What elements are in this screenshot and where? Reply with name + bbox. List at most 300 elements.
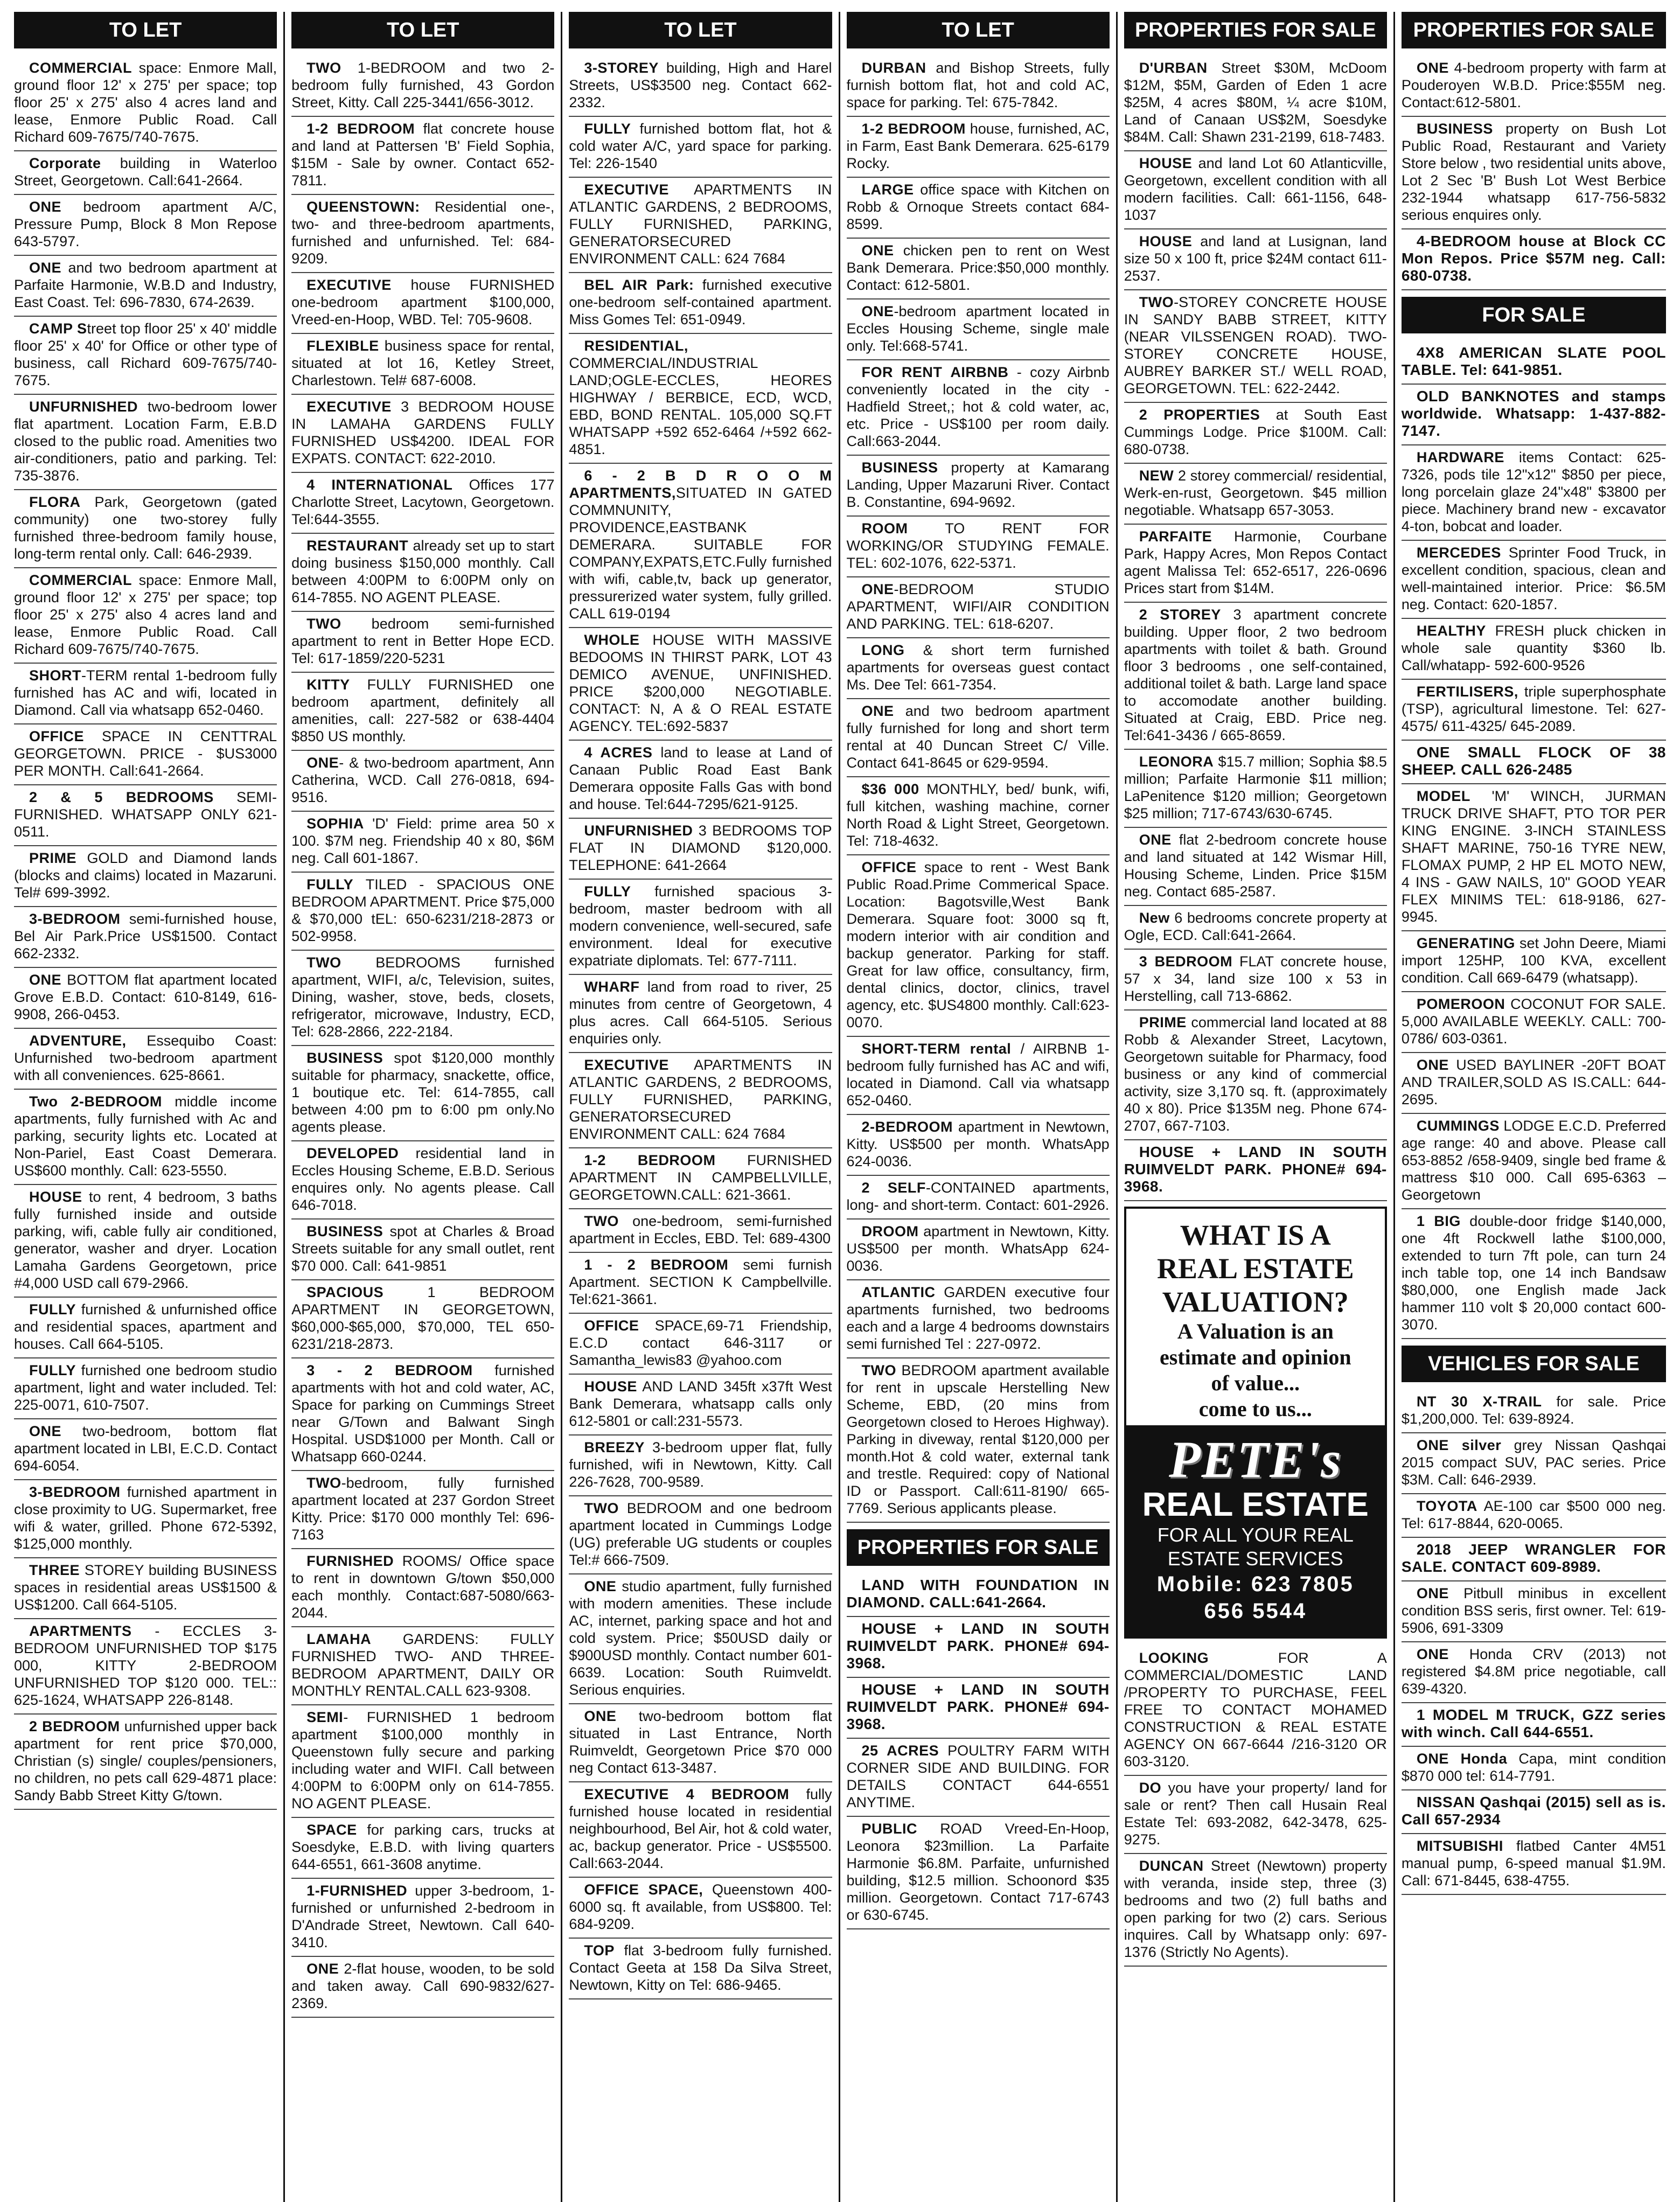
ad-lead: $36 000 xyxy=(861,781,919,797)
ad-lead: ONE xyxy=(861,581,894,597)
classified-ad xyxy=(569,1375,832,1436)
classified-ad xyxy=(291,873,554,951)
ad-lead: PRIME xyxy=(29,850,77,866)
ad-text: Queenstown 400-6000 sq. ft available, from US$800. Tel: 684-9209. xyxy=(569,1882,832,1932)
ad-lead: WHARF xyxy=(584,979,640,995)
ad-lead: UNFURNISHED xyxy=(29,399,138,415)
classified-ad xyxy=(1402,1538,1666,1581)
classified-ad xyxy=(569,1782,832,1878)
advert-phone: 656 5544 xyxy=(1204,1599,1307,1623)
classified-ad xyxy=(1402,1703,1666,1747)
ad-text: POULTRY FARM WITH CORNER SIDE AND BUILDING. FOR DETAILS CONTACT 644-6551 ANYTIME. xyxy=(846,1743,1110,1810)
classified-ad xyxy=(14,724,277,785)
classified-ad xyxy=(291,1705,554,1818)
ad-lead: 1-2 BEDROOM xyxy=(306,121,415,137)
ad-lead: BUSINESS xyxy=(861,459,938,476)
advert-headline xyxy=(1126,1209,1385,1425)
advert-subline: come to us... xyxy=(1198,1397,1312,1421)
ad-lead: ONE xyxy=(29,972,62,988)
ad-lead: LOOKING xyxy=(1139,1650,1209,1666)
ad-lead: Two 2-BEDROOM xyxy=(29,1093,162,1110)
classified-ad xyxy=(1402,1390,1666,1433)
classified-ad xyxy=(847,239,1110,299)
ad-text: FLAT concrete house, 57 x 34, land size 100 x 53 in Herstelling, call 713-6862. xyxy=(1124,953,1387,1004)
ad-lead: ONE xyxy=(584,1578,617,1594)
ad-text: flat concrete house and land at Pattersen 'B' Field Sophia, $15M - Sale by owner. Contact 652-7811. xyxy=(291,121,555,189)
classified-ad xyxy=(291,1220,554,1280)
ad-lead: 3 - 2 BEDROOM xyxy=(306,1362,473,1378)
ad-lead: 2-BEDROOM xyxy=(861,1119,953,1135)
ad-text: semi-furnished house, Bel Air Park.Price US$1500. Contact 662-2332. xyxy=(14,911,277,961)
classified-ad xyxy=(14,195,277,256)
classified-ad xyxy=(14,846,277,907)
classified-ad xyxy=(14,785,277,846)
ad-lead: EXECUTIVE xyxy=(584,1057,669,1073)
column xyxy=(1118,12,1395,2202)
ad-text: treet top floor 25' x 40' middle floor 25' x 40' for Office or other type of business, call Richard 609-7675/740-7675. xyxy=(14,320,277,388)
ad-lead: ROOM xyxy=(861,520,908,536)
ad-text: 1-BEDROOM and two 2-bedroom fully furnished, 43 Gordon Street, Kitty. Call 225-3441/656-3012. xyxy=(291,60,555,110)
column xyxy=(1395,12,1672,2202)
ad-text: at South East Cummings Lodge. Price $100M. Call: 680-0738. xyxy=(1124,407,1387,457)
ad-lead: NEW xyxy=(1139,468,1174,484)
ad-lead: FULLY xyxy=(584,883,631,900)
classified-ad xyxy=(291,1358,554,1471)
ad-text: 2-flat house, wooden, to be sold and taken away. Call 690-9832/627-2369. xyxy=(291,1961,555,2011)
classified-ad xyxy=(291,534,554,612)
classified-ad xyxy=(14,968,277,1029)
classified-ad xyxy=(1402,385,1666,445)
classified-ad xyxy=(14,1298,277,1358)
ad-text: LODGE E.C.D. Preferred age range: 40 and above. Please call 653-8852 /658-9409, single bed frame & mattress $10 000. Call 695-6363 – Georgetown xyxy=(1401,1118,1666,1203)
classified-ad xyxy=(1402,931,1666,992)
classified-ad xyxy=(1402,1114,1666,1209)
advert-subline: A Valuation is an xyxy=(1177,1319,1334,1343)
ad-lead: SPACE xyxy=(306,1822,357,1838)
ad-lead: BUSINESS xyxy=(306,1050,384,1066)
ad-lead: HOUSE + LAND IN SOUTH RUIMVELDT PARK. PHONE# 694-3968. xyxy=(1124,1144,1387,1195)
section-header: VEHICLES FOR SALE xyxy=(1402,1346,1666,1382)
classified-ad xyxy=(291,334,554,395)
ad-lead: 1-2 BEDROOM xyxy=(861,121,966,137)
ad-text: flat 2-bedroom concrete house and land situated at 142 Wismar Hill, Housing Scheme, Linden. Price $15M neg. Contact 685-2587. xyxy=(1124,832,1387,900)
classified-ad xyxy=(847,1220,1110,1280)
ad-lead: ADVENTURE, xyxy=(29,1033,127,1049)
classified-ad xyxy=(847,1678,1110,1739)
ad-text: MONTHLY, bed/ bunk, wifi, full kitchen, washing machine, corner North Road & Light Street, Georgetown. Tel: 718-4632. xyxy=(846,781,1110,849)
ad-text: for parking cars, trucks at Soesdyke, E.B.D. with living quarters 644-6551, 661-3608 anytime. xyxy=(291,1822,555,1872)
ad-lead: ATLANTIC xyxy=(861,1284,936,1300)
ad-lead: 25 ACRES xyxy=(861,1743,939,1759)
ad-text: USED BAYLINER -20FT BOAT AND TRAILER,SOLD AS IS.CALL: 644-2695. xyxy=(1401,1057,1666,1107)
ad-lead: 4 ACRES xyxy=(584,744,653,761)
ad-lead: TWO xyxy=(1139,294,1174,310)
ad-text: BEDROOM and one bedroom apartment located in Cummings Lodge (UG) preferable UG students or couples Tel:# 666-7509. xyxy=(569,1500,832,1568)
ad-lead: DROOM xyxy=(861,1223,919,1239)
ad-text: 3 apartment concrete building. Upper floor, 2 two bedroom apartments with toilet & bath. Ground floor 3 bedrooms , one self-contained, additional toilet & bath. Large land space to accomodate another building. Situated at Craig, EBD. Price neg. Tel:641-3436 / 665-8659. xyxy=(1124,607,1387,743)
ad-lead: SHORT xyxy=(29,667,81,684)
classified-ad xyxy=(1124,151,1387,229)
classified-ad xyxy=(569,117,832,178)
ad-text: -bedroom apartment located in Eccles Housing Scheme, single male only. Tel:668-5741. xyxy=(846,303,1110,354)
ad-text: and land Lot 60 Atlanticville, Georgetown, excellent condition with all modern facilities. Call: 661-1156, 648-1037 xyxy=(1124,155,1387,223)
classified-ad xyxy=(1124,1140,1387,1201)
ad-lead: 2 SELF xyxy=(861,1180,926,1196)
classified-ad xyxy=(569,178,832,273)
ad-text: / AIRBNB 1-bedroom fully furnished has AC and wifi, located in Diamond. Call via whatsapp 652-0460. xyxy=(846,1041,1110,1109)
classified-ad xyxy=(1124,290,1387,403)
ad-text: double-door fridge $140,000, one 4ft Rockwell lathe $100,000, extended to turn 7ft pole, can turn 24 inch table top, one 14 inch Bandsaw $80,000, one English made Jack hammer 110 volt $ 20,000 contact 600-3070. xyxy=(1401,1213,1666,1333)
classified-ad xyxy=(847,855,1110,1037)
classified-ad xyxy=(569,880,832,975)
ad-lead: TWO xyxy=(584,1213,619,1229)
classified-ad xyxy=(847,1617,1110,1678)
classified-ad xyxy=(1124,1854,1387,1967)
ad-text: triple superphosphate (TSP), agricultural limestone. Tel: 627-4575/ 611-4325/ 645-2089. xyxy=(1401,684,1666,734)
ad-text: space: Enmore Mall, ground floor 12' x 275' per space; top floor 25' x 275' also 4 acres land and lease, Enmore Public Road. Call Richard 609-7675/740-7675. xyxy=(14,60,277,145)
ad-text: GOLD and Diamond lands (blocks and claims) located in Mazaruni. Tel# 699-3992. xyxy=(14,850,277,901)
ad-lead: ONE xyxy=(306,755,339,771)
ad-text: to rent, 4 bedroom, 3 baths fully furnished inside and outside parking, wifi, cable fully air conditioned, generator, washer and dryer. Location Lamaha Gardens Georgetown, price #4,000 USD call 679-2966. xyxy=(14,1189,277,1291)
ad-lead: HOUSE xyxy=(1139,155,1193,171)
ad-lead: ONE Honda xyxy=(1416,1751,1508,1767)
ad-text: bedroom apartment A/C, Pressure Pump, Block 8 Mon Repose 643-5797. xyxy=(14,199,277,249)
ad-text: -CONTAINED apartments, long- and short-term. Contact: 601-2926. xyxy=(846,1180,1110,1213)
ad-text: Offices 177 Charlotte Street, Lacytown, Georgetown. Tel:644-3555. xyxy=(291,477,555,527)
ad-text: Pitbull minibus in excellent condition BSS seris, first owner. Tel: 619-5906, 691-3309 xyxy=(1401,1585,1666,1636)
ad-lead: BUSINESS xyxy=(1416,121,1493,137)
classified-ad xyxy=(847,1817,1110,1929)
classified-ad xyxy=(291,673,554,751)
ad-lead: 2 & 5 BEDROOMS xyxy=(29,789,214,805)
classified-ad xyxy=(291,56,554,117)
ad-text: TO RENT FOR WORKING/OR STUDYING FEMALE. TEL: 602-1076, 622-5371. xyxy=(846,520,1110,571)
ad-text: apartment in Newtown, Kitty. US$500 per month. WhatsApp 624-0036. xyxy=(846,1223,1110,1274)
ad-lead: TWO xyxy=(584,1500,619,1516)
classified-ad xyxy=(291,273,554,334)
ad-lead: DEVELOPED xyxy=(306,1145,399,1161)
ad-text: Harmonie, Courbane Park, Happy Acres, Mon Repos Contact agent Malissa Tel: 652-6517, 226-0696 Prices start from $14M. xyxy=(1124,528,1387,596)
ad-text: 4-bedroom property with farm at Pouderoyen W.B.D. Price:$55M neg. Contact:612-5801. xyxy=(1401,60,1666,110)
ad-lead: EXECUTIVE xyxy=(306,399,392,415)
ad-lead: PARFAITE xyxy=(1139,528,1212,545)
advert-headline-line: REAL ESTATE xyxy=(1156,1252,1354,1285)
classified-ad xyxy=(569,1314,832,1375)
classified-ad xyxy=(1402,56,1666,117)
classified-ad xyxy=(14,490,277,568)
classified-ad xyxy=(14,1358,277,1419)
ad-lead: HOUSE + LAND IN SOUTH RUIMVELDT PARK. PHONE# 694-3968. xyxy=(846,1620,1110,1671)
ad-text: COMMERCIAL/INDUSTRIAL LAND;OGLE-ECCLES, HEORES HIGHWAY / BERBICE, ECD, WCD, EBD, BOND RENTAL. 105,000 SQ.FT WHATSAPP +592 652-6464 /+592 662-4851. xyxy=(569,355,832,457)
ad-lead: ONE xyxy=(306,1961,339,1977)
classified-ad xyxy=(569,273,832,334)
classified-ad xyxy=(14,664,277,724)
ad-lead: FLORA xyxy=(29,494,81,510)
classified-ad xyxy=(569,464,832,628)
ad-text: $15.7 million; Sophia $8.5 million; Parfaite Harmonie $11 million; LaPenitence $120 million; Georgetown $25 million; 717-6743/630-6745. xyxy=(1124,754,1387,821)
classified-ad xyxy=(14,1419,277,1480)
classified-ad xyxy=(14,1090,277,1185)
ad-text: flat 3-bedroom fully furnished. Contact Geeta at 158 Da Silva Street, Newtown, Kitty on Tel: 686-9465. xyxy=(569,1942,832,1993)
ad-text: GARDENS: FULLY FURNISHED TWO- AND THREE-BEDROOM APARTMENT, DAILY OR MONTHLY RENTAL.CALL 623-9308. xyxy=(291,1631,555,1699)
ad-lead: 2 PROPERTIES xyxy=(1139,407,1260,423)
classified-ad xyxy=(1124,229,1387,290)
ad-lead: ONE xyxy=(861,242,894,259)
classified-ad xyxy=(14,1480,277,1558)
section-header: TO LET xyxy=(291,12,554,48)
classified-ad xyxy=(14,568,277,664)
ad-text: land from road to river, 25 minutes from centre of Georgetown, 4 plus acres. Call 664-5105. Serious enquiries only. xyxy=(569,979,832,1047)
ad-lead: ONE xyxy=(1416,1585,1449,1601)
classified-ad xyxy=(1402,229,1666,290)
classified-ad xyxy=(14,1185,277,1298)
ad-lead: EXECUTIVE xyxy=(584,182,669,198)
ad-text: - ECCLES 3-BEDROOM UNFURNISHED TOP $175 000, KITTY 2-BEDROOM UNFURNISHED TOP $120 000. TEL:: 625-1624, WHATSAPP 226-8148. xyxy=(14,1623,277,1708)
ad-lead: LAMAHA xyxy=(306,1631,372,1647)
ad-lead: SPACIOUS xyxy=(306,1284,384,1300)
classified-ad xyxy=(569,1209,832,1253)
ad-lead: ONE xyxy=(1416,1057,1449,1073)
classified-ad xyxy=(14,395,277,490)
classified-ad xyxy=(1124,950,1387,1011)
classified-ad xyxy=(1124,1776,1387,1854)
ad-lead: TOYOTA xyxy=(1416,1498,1477,1514)
ad-text: FOR A COMMERCIAL/DOMESTIC LAND /PROPERTY TO PURCHASE, FEEL FREE TO CONTACT MOHAMED CONSTRUCTION & REAL ESTATE AGENCY ON 667-6644 /216-3120 OR 603-3120. xyxy=(1124,1650,1387,1769)
classified-ad xyxy=(569,975,832,1053)
section-header: PROPERTIES FOR SALE xyxy=(1402,12,1666,48)
classified-ad xyxy=(291,951,554,1046)
ad-lead: EXECUTIVE 4 BEDROOM xyxy=(584,1786,790,1802)
classified-ad xyxy=(1124,603,1387,750)
advert-phone: Mobile: 623 7805 xyxy=(1156,1572,1354,1596)
classified-ad xyxy=(569,1939,832,1999)
section-header: PROPERTIES FOR SALE xyxy=(847,1529,1110,1566)
ad-lead: ONE xyxy=(861,703,894,719)
classified-ad xyxy=(14,317,277,395)
section-header: PROPERTIES FOR SALE xyxy=(1124,12,1387,48)
ad-lead: THREE xyxy=(29,1562,80,1578)
ad-lead: RESTAURANT xyxy=(306,538,409,554)
ad-text: Capa, mint condition $870 000 tel: 614-7791. xyxy=(1401,1751,1666,1784)
classified-ad xyxy=(847,56,1110,117)
ad-text: fully furnished house located in residential neighbourhood, Bel Air, hot & cold water, ac, backup generator. Price - US$5500. Call:663-2044. xyxy=(569,1786,832,1871)
classified-ad xyxy=(847,1573,1110,1617)
classified-ad xyxy=(291,751,554,812)
ad-text: grey Nissan Qashqai 2015 compact SUV, PAC series. Price $3M. Call: 646-2939. xyxy=(1401,1437,1666,1488)
classified-ad xyxy=(569,1878,832,1939)
ad-lead: LONG xyxy=(861,642,905,658)
ad-text: SPACE,69-71 Friendship, E.C.D contact 646-3117 or Samantha_lewis83 @yahoo.com xyxy=(569,1318,832,1368)
ad-lead: BUSINESS xyxy=(306,1223,384,1239)
classified-ad xyxy=(291,1818,554,1879)
classified-ad xyxy=(291,1280,554,1358)
ad-text: flatbed Canter 4M51 manual pump, 6-speed manual $1.9M. Call: 671-8445, 638-4755. xyxy=(1401,1838,1666,1889)
ad-lead: ONE xyxy=(1416,60,1449,76)
section-header: TO LET xyxy=(847,12,1110,48)
ad-text: BEDROOMS furnished apartment, WIFI, a/c, Television, suites, Dining, washer, stove, beds, closets, refrigerator, microwave, Industry, ECD, Tel: 628-2866, 222-2184. xyxy=(291,954,555,1040)
ad-text: spot $120,000 monthly suitable for pharmacy, snackette, office, 1 boutique etc. Tel: 614-7855, call between 4:00 pm to 6:00 pm only.No agents please. xyxy=(291,1050,555,1135)
ad-text: and Bishop Streets, fully furnish bottom flat, hot and cold AC, space for parking. Tel: 675-7842. xyxy=(846,60,1110,110)
classified-ad xyxy=(291,1141,554,1220)
ad-lead: 3-BEDROOM xyxy=(29,911,121,927)
ad-text: Street $30M, McDoom $12M, $5M, Garden of Eden 1 acre $25M, 4 acres $80M, ¼ acre $10M, Land of Canaan US$2M, Soesdyke $84M. Call: Shawn 231-2199, 618-7483. xyxy=(1124,60,1387,145)
classified-ad xyxy=(14,1619,277,1715)
ad-text: space: Enmore Mall, ground floor 12' x 275' per space; top floor 25' x 275' also 4 acres land and lease, Enmore Public Road. Call Richard 609-7675/740-7675. xyxy=(14,572,277,657)
classified-ad xyxy=(1402,445,1666,541)
ad-text: SPACE IN CENTTRAL GEORGETOWN. PRICE - $US3000 PER MONTH. Call:641-2664. xyxy=(14,728,277,779)
advert-tagline: ESTATE SERVICES xyxy=(1167,1548,1343,1570)
ad-text: items Contact: 625-7326, pods tile 12"x12" $850 per piece, long porcelain glaze 24"x48" $3800 per piece. Machinery brand new - excavator 4-ton, bobcat and loader. xyxy=(1401,449,1666,534)
classified-ad xyxy=(569,819,832,880)
ad-lead: DO xyxy=(1139,1780,1162,1796)
ad-text: Residential one-, two- and three-bedroom apartments, furnished and unfurnished. Tel: 684-9209. xyxy=(291,199,555,267)
classified-ad xyxy=(1124,1646,1387,1776)
classified-ad xyxy=(1402,1747,1666,1790)
classified-ad xyxy=(1402,1642,1666,1703)
ad-text: COCONUT FOR SALE. 5,000 AVAILABLE WEEKLY. CALL: 700-0786/ 603-0361. xyxy=(1401,996,1666,1047)
ad-text: business space for rental, situated at lot 16, Ketley Street, Charlestown. Tel# 687-6008. xyxy=(291,338,555,388)
ad-text: land to lease at Land of Canaan Public Road East Bank Demerara opposite Falls Gas with bond and house. Tel:644-7295/621-9125. xyxy=(569,744,832,812)
ad-lead: ONE xyxy=(1139,832,1172,848)
section-header: TO LET xyxy=(569,12,832,48)
ad-text: -STOREY CONCRETE HOUSE IN SANDY BABB STREET, KITTY (NEAR VILSSENGEN ROAD). TWO-STOREY CONCRETE HOUSE, AUBREY BARKER ST./ WELL ROAD, GEORGETOWN. TEL: 622-2442. xyxy=(1124,294,1387,396)
classified-ad xyxy=(1124,464,1387,525)
ad-lead: FLEXIBLE xyxy=(306,338,379,354)
ad-text: BEDROOM apartment available for rent in upscale Herstelling New Scheme, EBD, (20 mins from Georgetown closed to Heroes Highway). Parking in diveway, rental $120,000 per month.Hot & cold water, external tank and trestle. Required: copy of National ID or Passport. Call:611-8190/ 665-7769. Serious applicants please. xyxy=(846,1362,1110,1516)
classified-ad xyxy=(291,1471,554,1549)
column xyxy=(8,12,285,2202)
classified-ad xyxy=(847,1739,1110,1817)
ad-lead: ONE xyxy=(29,199,62,215)
ad-text: AE-100 car $500 000 neg. Tel: 617-8844, 620-0065. xyxy=(1401,1498,1666,1531)
classified-ad xyxy=(847,517,1110,577)
ad-lead: LAND WITH FOUNDATION IN DIAMOND. CALL:641-2664. xyxy=(846,1577,1110,1611)
classified-ad xyxy=(291,395,554,473)
ad-text: -TERM rental 1-bedroom fully furnished has AC and wifi, located in Diamond. Call via whatsapp 652-0460. xyxy=(14,667,277,718)
ad-lead: TWO xyxy=(306,60,341,76)
ad-text: studio apartment, fully furnished with modern amenities. These include AC, internet, parking space and hot and cold system. Price; $50USD daily or $900USD monthly. Contact number 601-6639. Location: South Ruimveldt. Serious enquiries. xyxy=(569,1578,832,1698)
ad-text: APARTMENTS IN ATLANTIC GARDENS, 2 BEDROOMS, FULLY FURNISHED, PARKING, GENERATORSECURED ENVIRONMENT CALL: 624 7684 xyxy=(569,1057,832,1142)
ad-lead: SOPHIA xyxy=(306,816,364,832)
ad-text: AND LAND 345ft x37ft West Bank Demerara, whatsapp calls only 612-5801 or call:231-5573. xyxy=(569,1378,832,1429)
ad-lead: OFFICE xyxy=(584,1318,639,1334)
ad-lead: ONE xyxy=(29,1423,62,1439)
classified-ad xyxy=(1402,1433,1666,1494)
ad-lead: 6 - 2 B D R O O M APARTMENTS, xyxy=(569,468,832,501)
ad-lead: 3-STOREY xyxy=(584,60,659,76)
ad-lead: HOUSE xyxy=(584,1378,637,1395)
ad-text: building, High and Harel Streets, US$3500 neg. Contact 662-2332. xyxy=(569,60,832,110)
classified-ad xyxy=(1402,741,1666,784)
ad-lead: HOUSE + LAND IN SOUTH RUIMVELDT PARK. PHONE# 694-3968. xyxy=(846,1681,1110,1732)
ad-text: house, furnished, AC, in Farm, East Bank Demerara. 625-6179 Rocky. xyxy=(846,121,1110,171)
ad-lead: PUBLIC xyxy=(861,1821,918,1837)
classified-ad xyxy=(569,1704,832,1782)
ad-text: and two bedroom apartment fully furnished for long and short term rental at 40 Duncan Street C/ Ville. Contact 641-8645 or 629-9594. xyxy=(846,703,1110,771)
classified-ad xyxy=(14,1029,277,1090)
ad-text: furnished bottom flat, hot & cold water A/C, yard space for parking. Tel: 226-1540 xyxy=(569,121,832,171)
ad-lead: TWO xyxy=(306,1475,341,1491)
ad-lead: LEONORA xyxy=(1139,754,1214,770)
ad-lead: 2018 JEEP WRANGLER FOR SALE. CONTACT 609-8989. xyxy=(1401,1541,1666,1575)
ad-lead: POMEROON xyxy=(1416,996,1505,1012)
classified-ad xyxy=(1124,906,1387,950)
classified-ad xyxy=(291,612,554,673)
ad-lead: 1-FURNISHED xyxy=(306,1883,408,1899)
ad-lead: RESIDENTIAL, xyxy=(584,338,688,354)
ad-lead: HEALTHY xyxy=(1416,623,1486,639)
ad-lead: CAMP S xyxy=(29,320,87,337)
ad-text: 'D' Field: prime area 50 x 100. $7M neg. Friendship 40 x 80, $6M neg. Call 601-1867. xyxy=(291,816,555,866)
classified-ad xyxy=(569,1436,832,1496)
classified-ad xyxy=(847,1037,1110,1115)
ad-text: upper 3-bedroom, 1-furnished or unfurnished 2-bedroom in D'Andrade Street, Newtown. Call 640-3410. xyxy=(291,1883,555,1950)
ad-text: two-bedroom, bottom flat apartment located in LBI, E.C.D. Contact 694-6054. xyxy=(14,1423,277,1474)
classified-ad xyxy=(1124,750,1387,828)
ad-text: TILED - SPACIOUS ONE BEDROOM APARTMENT. Price $75,000 & $70,000 tEL: 650-6231/218-2873 or 502-9958. xyxy=(291,876,555,944)
ad-lead: QUEENSTOWN: xyxy=(306,199,420,215)
ad-lead: FULLY xyxy=(29,1301,76,1318)
section-header: FOR SALE xyxy=(1402,297,1666,333)
classified-ad xyxy=(847,178,1110,239)
ad-text: and two bedroom apartment at Parfaite Harmonie, W.B.D and Industry, East Coast. Tel: 696-7830, 674-2639. xyxy=(14,260,277,310)
ad-lead: ONE SMALL FLOCK OF 38 SHEEP. CALL 626-2485 xyxy=(1401,744,1666,778)
ad-lead: New xyxy=(1139,910,1170,926)
ad-text: spot at Charles & Broad Streets suitable for any small outlet, rent $70 000. Call: 641-9851 xyxy=(291,1223,555,1274)
ad-text: Street (Newtown) property with veranda, inside step, three (3) bedrooms and two (2) full baths and open parking for two (2) cars. Serious inquires. Call by Whatsapp only: 697-1376 (Strictly No Agents). xyxy=(1124,1858,1387,1960)
classified-ad xyxy=(14,151,277,195)
ad-text: one-bedroom, semi-furnished apartment in Eccles, EBD. Tel: 689-4300 xyxy=(569,1213,832,1246)
ad-text: and land at Lusignan, land size 50 x 100 ft, price $24M contact 611-2537. xyxy=(1124,233,1387,284)
ad-lead: 1-2 BEDROOM xyxy=(584,1152,716,1168)
ad-text: - & two-bedroom apartment, Ann Catherina, WCD. Call 276-0818, 694-9516. xyxy=(291,755,555,805)
ad-text: apartment in Newtown, Kitty. US$500 per month. WhatsApp 624-0036. xyxy=(846,1119,1110,1169)
ad-lead: TWO xyxy=(306,954,341,971)
ad-lead: FULLY xyxy=(306,876,354,893)
classified-ad xyxy=(291,1549,554,1627)
classified-ad xyxy=(569,628,832,741)
ad-text: two-bedroom bottom flat situated in Last Entrance, North Ruimveldt, Georgetown Price $70 000 neg Contact 613-3487. xyxy=(569,1708,832,1776)
ad-lead: FOR RENT AIRBNB xyxy=(861,364,1009,380)
ad-lead: PRIME xyxy=(1139,1014,1187,1030)
ad-lead: DUNCAN xyxy=(1139,1858,1204,1874)
ad-lead: ONE silver xyxy=(1416,1437,1502,1453)
ad-text: 6 bedrooms concrete property at Ogle, ECD. Call:641-2664. xyxy=(1124,910,1387,943)
column xyxy=(285,12,562,2202)
ad-text: FURNISHED APARTMENT IN CAMPBELLVILLE, GEORGETOWN.CALL: 621-3661. xyxy=(569,1152,832,1203)
ad-lead: ONE xyxy=(861,303,894,319)
ad-lead: CUMMINGS xyxy=(1416,1118,1500,1134)
ad-text: commercial land located at 88 Robb & Alexander Street, Lacytown, Georgetown suitable for Pharmacy, food business or any kind of commercial activity, size 3,170 sq. ft. (approximately 40 x 80). Price $135M neg. Phone 674-2707, 667-7103. xyxy=(1124,1014,1387,1134)
ad-lead: UNFURNISHED xyxy=(584,823,693,839)
ad-text: SEMI-FURNISHED. WHATSAPP ONLY 621-0511. xyxy=(14,789,277,840)
classified-ad xyxy=(291,812,554,873)
classified-ad xyxy=(1402,1834,1666,1895)
ad-text: APARTMENTS IN ATLANTIC GARDENS, 2 BEDROOMS, FULLY FURNISHED, PARKING, GENERATORSECURED ENVIRONMENT CALL: 624 7684 xyxy=(569,182,832,267)
classified-ad xyxy=(847,1176,1110,1220)
classified-ad xyxy=(847,360,1110,456)
classified-ad xyxy=(291,1627,554,1705)
section-header: TO LET xyxy=(14,12,277,48)
ad-text: furnished one bedroom studio apartment, light and water included. Tel: 225-0071, 610-7507. xyxy=(14,1362,277,1413)
ad-text: property at Kamarang Landing, Upper Mazaruni River. Contact B. Constantine, 694-9692. xyxy=(846,459,1110,510)
classified-ad xyxy=(1124,403,1387,464)
column xyxy=(562,12,840,2202)
ad-lead: 1 - 2 BEDROOM xyxy=(584,1257,729,1273)
ad-text: 2 storey commercial/ residential, Werk-en-rust, Georgetown. $45 million negotiable. Whatsapp 657-3053. xyxy=(1124,468,1387,518)
ad-text: space to rent - West Bank Public Road.Prime Commerical Space. Location: Bagotsville,West Bank Demerara. Square foot: 3000 sq ft, modern interior with air condition and backup generator. Parking for staff. Great for law office, consultancy, firm, dental clinics, doctor, clinics, travel agency, etc. $US4800 monthly. Call:623-0070. xyxy=(846,859,1110,1030)
ad-lead: OFFICE xyxy=(861,859,917,875)
